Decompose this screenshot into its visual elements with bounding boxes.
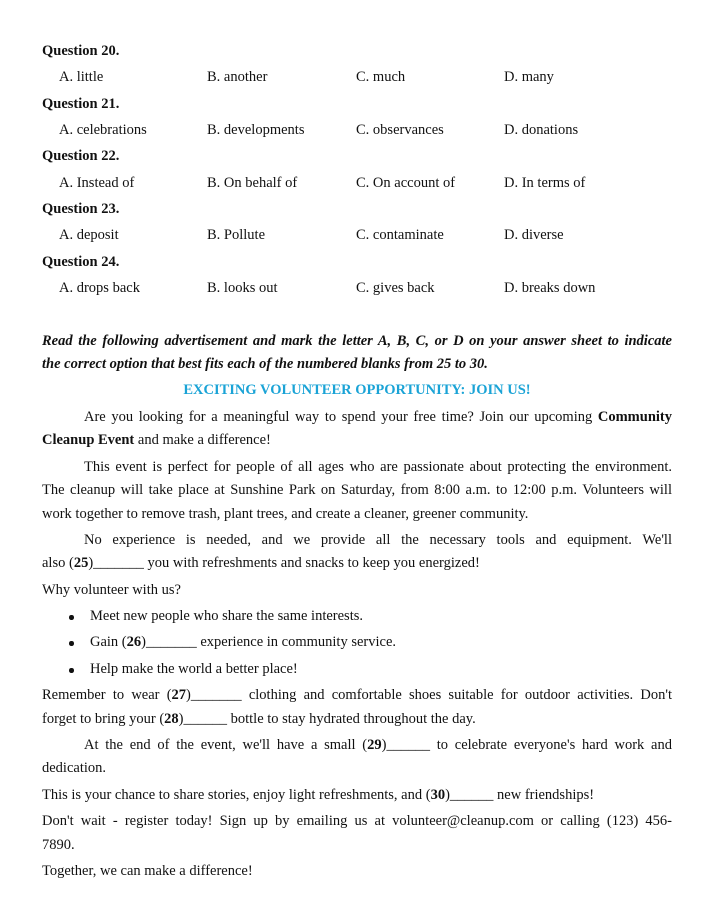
question-label: Question 23. [42, 201, 120, 217]
bullet-icon [69, 641, 74, 646]
paragraph-3-line-1: No experience is needed, and we provide all the necessary tools and equipment. We'll [84, 532, 672, 548]
option-b[interactable]: B. On behalf of [207, 175, 298, 191]
paragraph-7-line-1: Don't wait - register today! Sign up by emailing us at volunteer@cleanup.com or calling (123) 456- [42, 813, 672, 829]
paragraph-2-line-3: work together to remove trash, plant trees, and create a cleaner, greener community. [42, 506, 529, 522]
bullet-item-2: Gain (26)_______ experience in community service. [90, 634, 397, 650]
paragraph-7-line-2: 7890. [42, 837, 75, 853]
bullet-item-1: Meet new people who share the same interests. [90, 608, 363, 624]
paragraph-1-line-2: Cleanup Event and make a difference! [42, 432, 271, 448]
option-c[interactable]: C. contaminate [356, 227, 444, 243]
paragraph-4-line-2: forget to bring your (28)______ bottle to stay hydrated throughout the day. [42, 711, 476, 727]
paragraph-5-line-2: dedication. [42, 760, 107, 776]
paragraph-2-line-1: This event is perfect for people of all ages who are passionate about protecting the environment. [84, 459, 672, 475]
paragraph-3-line-2: also (25)_______ you with refreshments and snacks to keep you energized! [42, 555, 480, 571]
option-d[interactable]: D. breaks down [504, 280, 596, 296]
option-a[interactable]: A. deposit [59, 227, 119, 243]
option-d[interactable]: D. In terms of [504, 175, 586, 191]
option-b[interactable]: B. developments [207, 122, 305, 138]
option-c[interactable]: C. observances [356, 122, 444, 138]
paragraph-1-line-1: Are you looking for a meaningful way to spend your free time? Join our upcoming Community [84, 409, 672, 425]
bullet-item-3: Help make the world a better place! [90, 661, 298, 677]
bullet-icon [69, 615, 74, 620]
option-b[interactable]: B. Pollute [207, 227, 266, 243]
option-c[interactable]: C. On account of [356, 175, 456, 191]
option-a[interactable]: A. Instead of [59, 175, 135, 191]
question-label: Question 24. [42, 254, 120, 270]
closing-line: Together, we can make a difference! [42, 863, 253, 879]
option-a[interactable]: A. little [59, 69, 104, 85]
option-d[interactable]: D. donations [504, 122, 579, 138]
paragraph-4-line-1: Remember to wear (27)_______ clothing and comfortable shoes suitable for outdoor activities. Don't [42, 687, 672, 703]
option-b[interactable]: B. looks out [207, 280, 278, 296]
paragraph-6: This is your chance to share stories, enjoy light refreshments, and (30)______ new friendships! [42, 787, 595, 803]
paragraph-2-line-2: The cleanup will take place at Sunshine Park on Saturday, from 8:00 a.m. to 12:00 p.m. Volunteers will [42, 482, 672, 498]
option-a[interactable]: A. drops back [59, 280, 140, 296]
why-heading: Why volunteer with us? [42, 582, 181, 598]
instruction-line-1: Read the following advertisement and mark the letter A, B, C, or D on your answer sheet to indicate [42, 333, 672, 349]
bullet-icon [69, 668, 74, 673]
option-c[interactable]: C. much [356, 69, 406, 85]
advertisement-title: EXCITING VOLUNTEER OPPORTUNITY: JOIN US! [183, 382, 531, 398]
question-label: Question 20. [42, 43, 120, 59]
paragraph-5-line-1: At the end of the event, we'll have a small (29)______ to celebrate everyone's hard work and [84, 737, 672, 753]
option-c[interactable]: C. gives back [356, 280, 435, 296]
question-label: Question 22. [42, 148, 120, 164]
question-label: Question 21. [42, 96, 120, 112]
option-b[interactable]: B. another [207, 69, 268, 85]
option-d[interactable]: D. diverse [504, 227, 564, 243]
option-a[interactable]: A. celebrations [59, 122, 147, 138]
option-d[interactable]: D. many [504, 69, 554, 85]
instruction-line-2: the correct option that best fits each of the numbered blanks from 25 to 30. [42, 356, 488, 372]
